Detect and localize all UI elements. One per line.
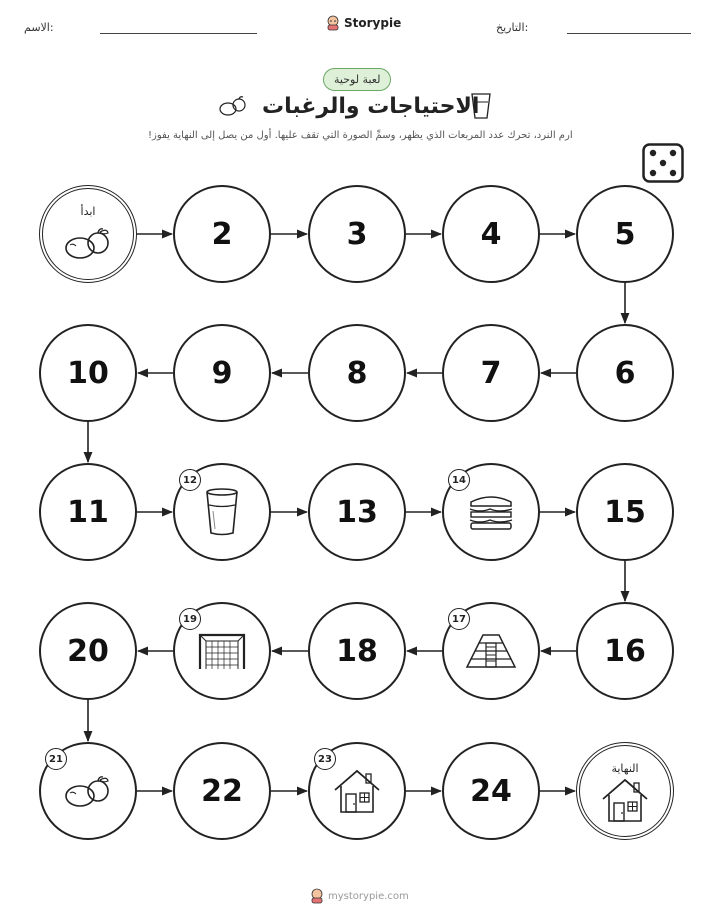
board-space-2[interactable]	[173, 185, 271, 283]
space-number: 11	[67, 494, 109, 530]
name-label: الاسم:	[24, 21, 54, 34]
board-space-18[interactable]	[308, 602, 406, 700]
space-number: 20	[67, 633, 109, 669]
board-space-20[interactable]	[39, 602, 137, 700]
space-number: 15	[604, 494, 646, 530]
board-space-24[interactable]	[442, 742, 540, 840]
end-label: النهاية	[611, 762, 639, 775]
mascot-icon	[310, 888, 324, 904]
footer-url[interactable]: mystorypie.com	[328, 890, 409, 902]
board-space-15[interactable]	[576, 463, 674, 561]
fruit-icon	[63, 225, 113, 265]
board-space-19[interactable]	[173, 602, 271, 700]
space-number-badge: 12	[179, 469, 201, 491]
space-number: 22	[201, 773, 243, 809]
board-space-14[interactable]	[442, 463, 540, 561]
page-title: الاحتياجات والرغبات	[262, 94, 480, 119]
space-number: 4	[480, 216, 502, 252]
brand-name: Storypie	[344, 16, 402, 30]
space-number: 16	[604, 633, 646, 669]
space-number-badge: 19	[179, 608, 201, 630]
space-number: 3	[346, 216, 368, 252]
board-space-10[interactable]	[39, 324, 137, 422]
house-icon	[332, 768, 382, 814]
space-number-badge: 17	[448, 608, 470, 630]
space-number-badge: 23	[314, 748, 336, 770]
end-space[interactable]	[576, 742, 674, 840]
board-space-17[interactable]	[442, 602, 540, 700]
sandwich-icon	[466, 492, 516, 532]
date-label: التاريخ:	[496, 21, 529, 34]
board-space-13[interactable]	[308, 463, 406, 561]
board-space-3[interactable]	[308, 185, 406, 283]
pyramid-icon	[463, 631, 519, 671]
space-number: 13	[336, 494, 378, 530]
soccer-goal-icon	[196, 631, 248, 671]
board-space-22[interactable]	[173, 742, 271, 840]
space-number: 7	[480, 355, 502, 391]
board-space-8[interactable]	[308, 324, 406, 422]
board-space-12[interactable]	[173, 463, 271, 561]
board-space-4[interactable]	[442, 185, 540, 283]
space-number: 6	[614, 355, 636, 391]
space-number: 5	[614, 216, 636, 252]
board-space-21[interactable]	[39, 742, 137, 840]
space-number: 2	[211, 216, 233, 252]
space-number: 10	[67, 355, 109, 391]
start-space[interactable]	[39, 185, 137, 283]
footer	[310, 888, 409, 904]
water-glass-icon	[204, 487, 240, 537]
board-space-9[interactable]	[173, 324, 271, 422]
start-label: ابدأ	[80, 205, 96, 218]
fruit-icon	[63, 773, 113, 809]
instructions: ارم النرد، تحرك عدد المربعات الذي يظهر، وسمِّ الصورة التي تقف عليها. أول من يصل إلى النهاية يفوز!	[148, 130, 573, 141]
space-number: 8	[346, 355, 368, 391]
board-space-5[interactable]	[576, 185, 674, 283]
game-type-pill: لعبة لوحية	[323, 68, 391, 91]
board-space-23[interactable]	[308, 742, 406, 840]
board-space-7[interactable]	[442, 324, 540, 422]
board-space-16[interactable]	[576, 602, 674, 700]
space-number: 9	[211, 355, 233, 391]
house-icon	[600, 777, 650, 827]
space-number: 24	[470, 773, 512, 809]
space-number-badge: 14	[448, 469, 470, 491]
space-number: 18	[336, 633, 378, 669]
board-space-6[interactable]	[576, 324, 674, 422]
board-space-11[interactable]	[39, 463, 137, 561]
space-number-badge: 21	[45, 748, 67, 770]
